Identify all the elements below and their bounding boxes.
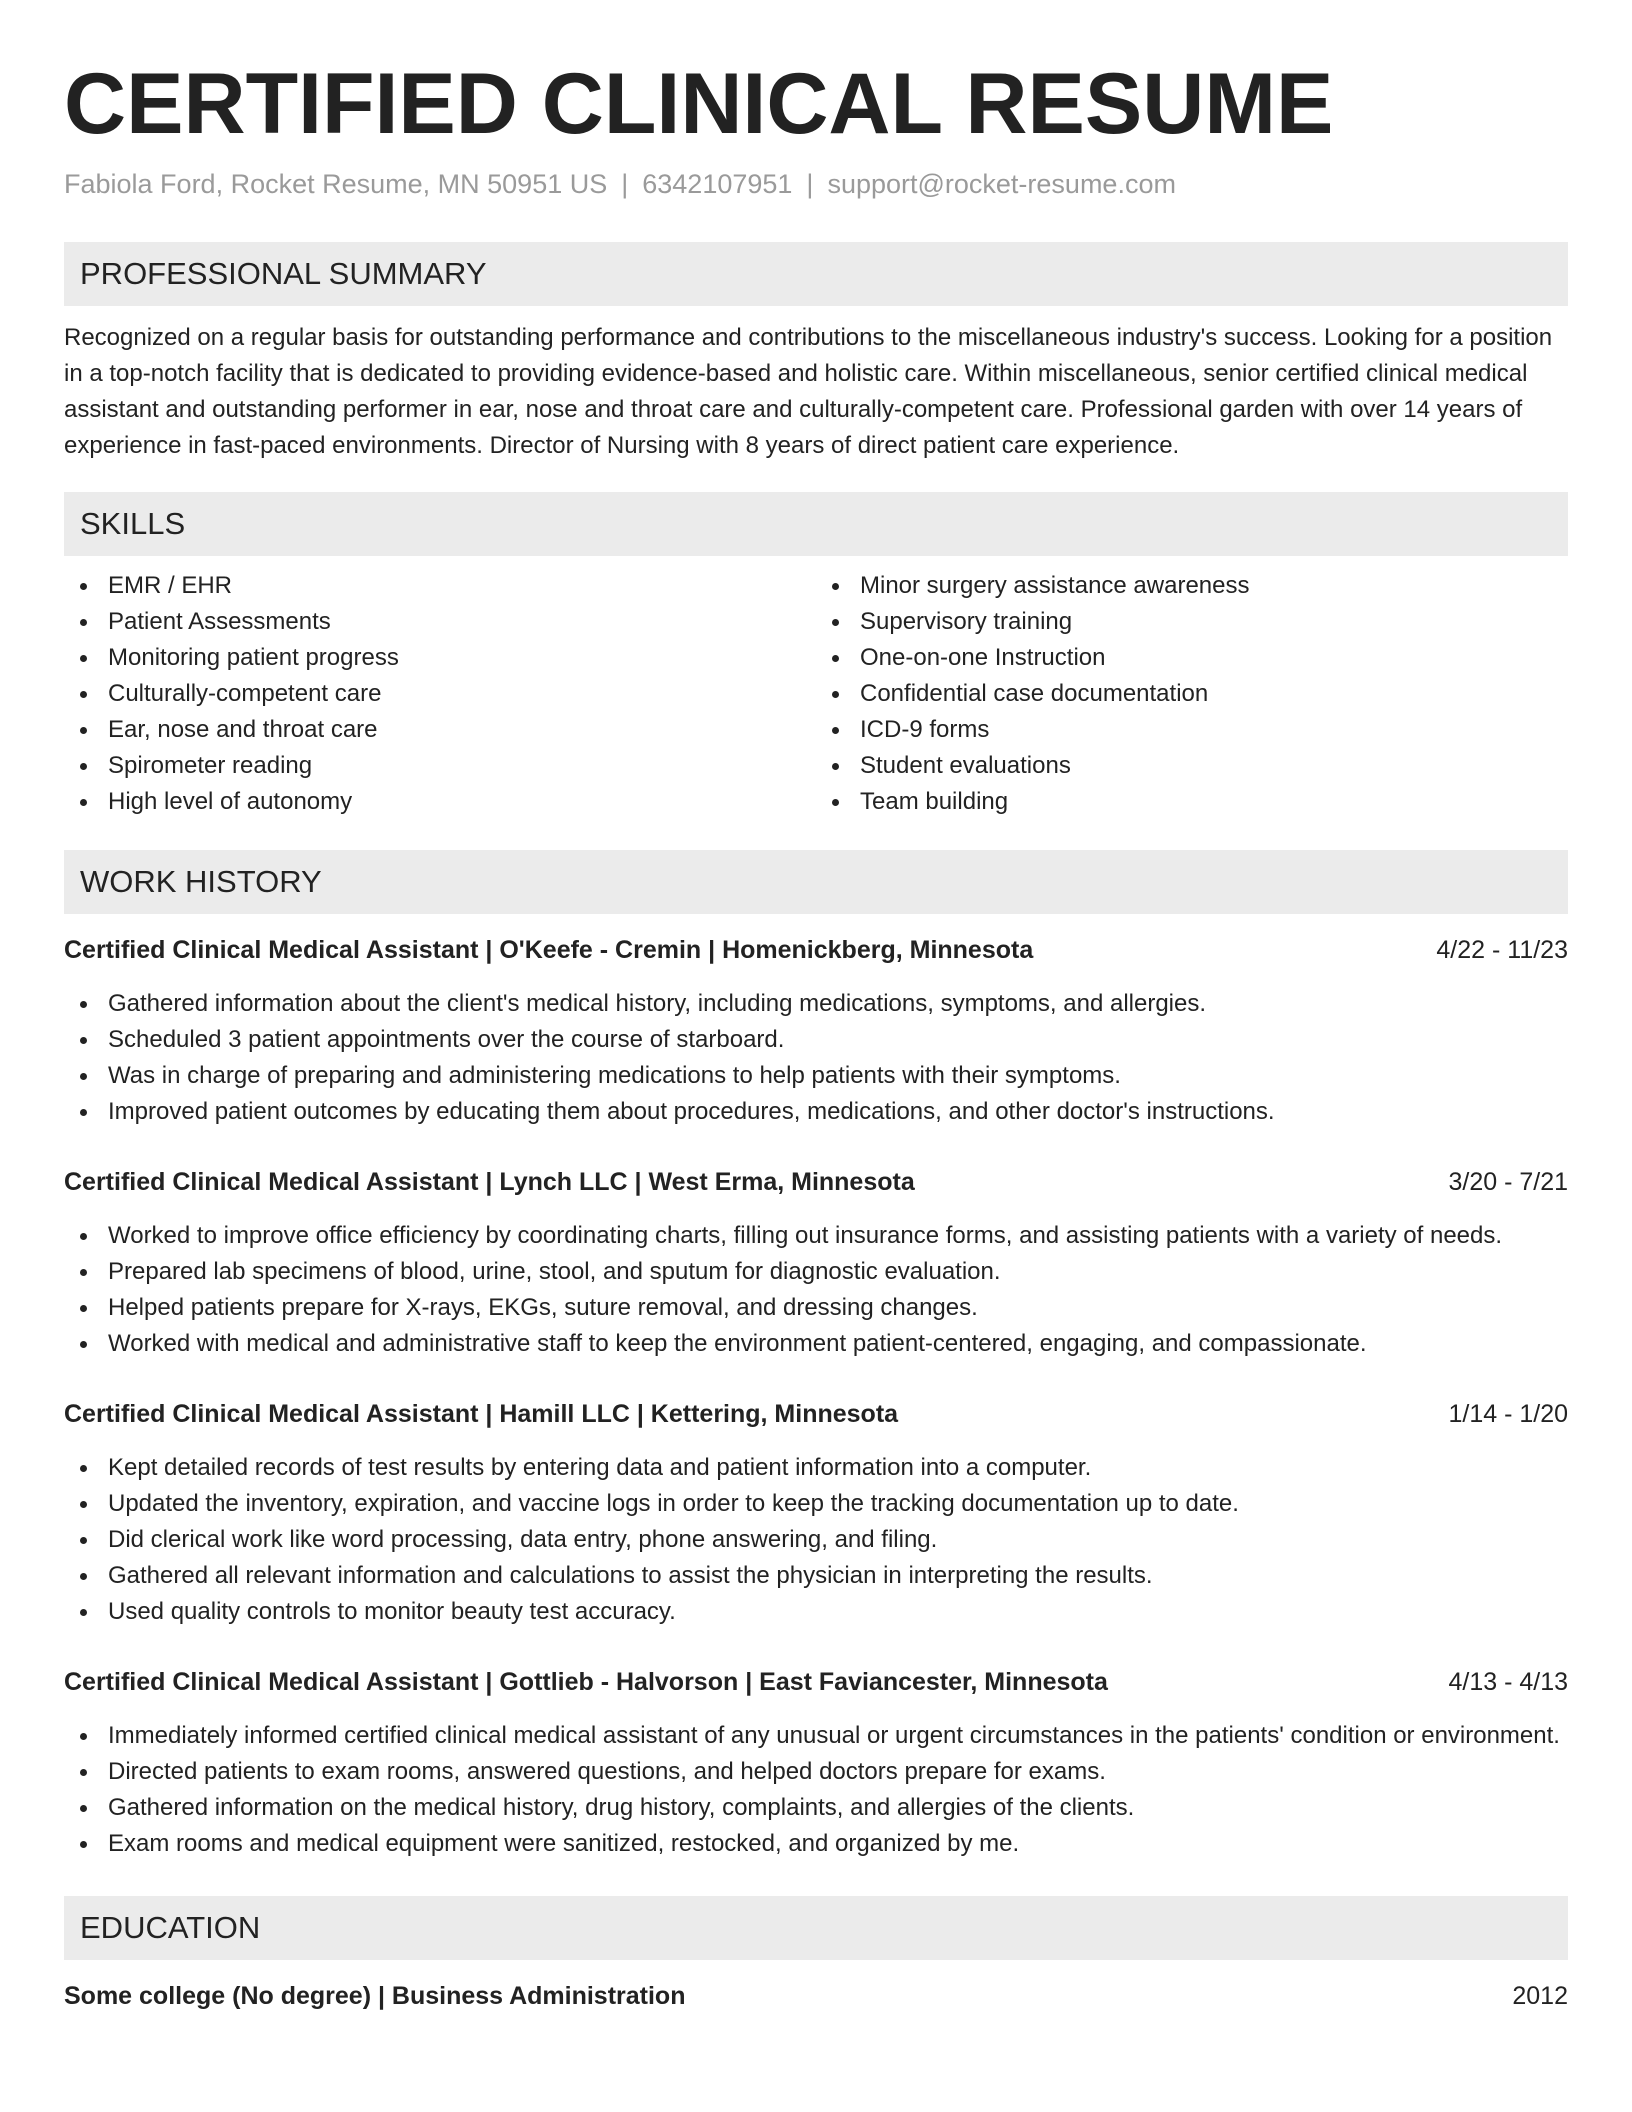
job-bullet: Prepared lab specimens of blood, urine, stool, and sputum for diagnostic evaluation.	[64, 1254, 1568, 1290]
skills-list-right	[816, 568, 1568, 820]
contact-line	[64, 166, 1568, 202]
education-entry	[64, 1978, 1568, 2014]
skill-item: One-on-one Instruction	[816, 640, 1568, 676]
skill-item: Student evaluations	[816, 748, 1568, 784]
summary-text: Recognized on a regular basis for outstanding performance and contributions to the miscellaneous industry's success. Looking for a position in a top-notch facility that is dedicated to providing evidence-based and holistic care. Within miscellaneous, senior certified clinical medical assistant and outstanding performer in ear, nose and throat care and culturally-competent care. Professional garden with over 14 years of experience in fast-paced environments. Director of Nursing with 8 years of direct patient care experience.	[64, 324, 1553, 459]
job-bullet-list	[64, 986, 1568, 1130]
contact-separator: |	[806, 169, 814, 199]
job-bullet: Scheduled 3 patient appointments over the course of starboard.	[64, 1022, 1568, 1058]
job-bullet: Helped patients prepare for X-rays, EKGs, suture removal, and dressing changes.	[64, 1290, 1568, 1326]
contact-address: Fabiola Ford, Rocket Resume, MN 50951 US	[64, 169, 608, 199]
job-bullet: Exam rooms and medical equipment were sanitized, restocked, and organized by me.	[64, 1826, 1568, 1862]
contact-separator: |	[621, 169, 629, 199]
education-title: Some college (No degree) | Business Administration	[64, 1982, 686, 2010]
job-header	[64, 1164, 1568, 1200]
job-title: Certified Clinical Medical Assistant | O'Keefe - Cremin | Homenickberg, Minnesota	[64, 936, 1034, 964]
skill-item: Patient Assessments	[64, 604, 816, 640]
education-dates: 2012	[1512, 1982, 1568, 2010]
job-header	[64, 932, 1568, 968]
education-heading: EDUCATION	[64, 1896, 1568, 1960]
skills-heading: SKILLS	[64, 492, 1568, 556]
job-header	[64, 1664, 1568, 1700]
job-bullet: Gathered information about the client's medical history, including medications, symptoms, and allergies.	[64, 986, 1568, 1022]
job-dates: 1/14 - 1/20	[1448, 1400, 1568, 1428]
skill-item: Culturally-competent care	[64, 676, 816, 712]
job-header	[64, 1396, 1568, 1432]
work-heading: WORK HISTORY	[64, 850, 1568, 914]
skill-item: High level of autonomy	[64, 784, 816, 820]
skill-item: EMR / EHR	[64, 568, 816, 604]
job-bullet: Did clerical work like word processing, data entry, phone answering, and filing.	[64, 1522, 1568, 1558]
skill-item: Ear, nose and throat care	[64, 712, 816, 748]
job-bullet: Worked to improve office efficiency by coordinating charts, filling out insurance forms, and assisting patients with a variety of needs.	[64, 1218, 1568, 1254]
skill-item: ICD-9 forms	[816, 712, 1568, 748]
skills-list-left	[64, 568, 816, 820]
skill-item: Monitoring patient progress	[64, 640, 816, 676]
job-bullet: Improved patient outcomes by educating them about procedures, medications, and other doctor's instructions.	[64, 1094, 1568, 1130]
skill-item: Spirometer reading	[64, 748, 816, 784]
skills-grid	[64, 568, 1568, 820]
job-title: Certified Clinical Medical Assistant | Hamill LLC | Kettering, Minnesota	[64, 1400, 899, 1428]
job-dates: 3/20 - 7/21	[1448, 1168, 1568, 1196]
contact-email: support@rocket-resume.com	[827, 169, 1176, 199]
job-title: Certified Clinical Medical Assistant | Lynch LLC | West Erma, Minnesota	[64, 1168, 915, 1196]
skill-item: Confidential case documentation	[816, 676, 1568, 712]
job-bullet: Gathered all relevant information and calculations to assist the physician in interpreting the results.	[64, 1558, 1568, 1594]
job-bullet: Gathered information on the medical history, drug history, complaints, and allergies of the clients.	[64, 1790, 1568, 1826]
job-dates: 4/13 - 4/13	[1448, 1668, 1568, 1696]
job-bullet: Directed patients to exam rooms, answered questions, and helped doctors prepare for exams.	[64, 1754, 1568, 1790]
job-bullet-list	[64, 1450, 1568, 1630]
skill-item: Supervisory training	[816, 604, 1568, 640]
job-bullet: Updated the inventory, expiration, and vaccine logs in order to keep the tracking documentation up to date.	[64, 1486, 1568, 1522]
contact-phone: 6342107951	[642, 169, 793, 199]
skill-item: Minor surgery assistance awareness	[816, 568, 1568, 604]
job-bullet: Kept detailed records of test results by entering data and patient information into a computer.	[64, 1450, 1568, 1486]
job-dates: 4/22 - 11/23	[1436, 936, 1568, 964]
job-bullet: Used quality controls to monitor beauty test accuracy.	[64, 1594, 1568, 1630]
job-bullet: Worked with medical and administrative staff to keep the environment patient-centered, engaging, and compassionate.	[64, 1326, 1568, 1362]
summary-heading: PROFESSIONAL SUMMARY	[64, 242, 1568, 306]
resume-title: CERTIFIED CLINICAL RESUME	[64, 56, 1334, 152]
job-bullet-list	[64, 1718, 1568, 1862]
skill-item: Team building	[816, 784, 1568, 820]
job-bullet: Was in charge of preparing and administering medications to help patients with their symptoms.	[64, 1058, 1568, 1094]
job-bullet: Immediately informed certified clinical medical assistant of any unusual or urgent circumstances in the patients' condition or environment.	[64, 1718, 1568, 1754]
job-bullet-list	[64, 1218, 1568, 1362]
job-title: Certified Clinical Medical Assistant | Gottlieb - Halvorson | East Faviancester, Minnesota	[64, 1668, 1108, 1696]
